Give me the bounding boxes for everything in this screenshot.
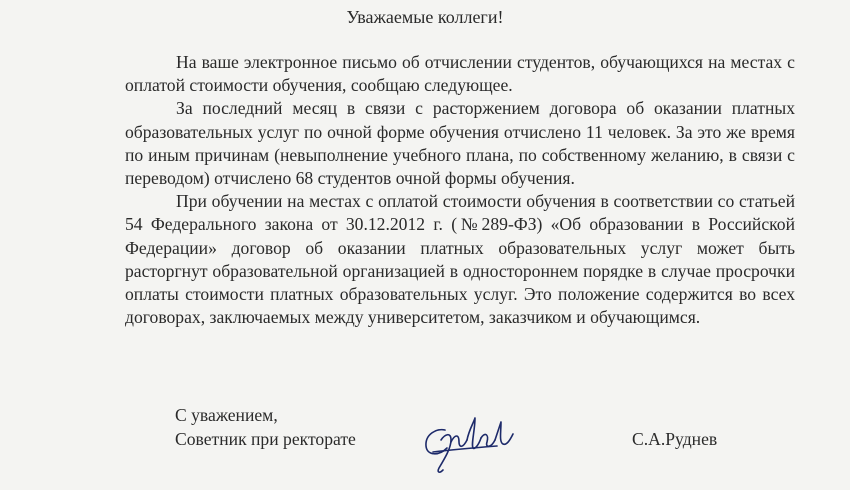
letter-closing <box>175 403 356 451</box>
signer-name: С.А.Руднев <box>632 429 718 449</box>
letter-salutation: Уважаемые коллеги! <box>346 7 504 27</box>
letter-paragraph-1: На ваше электронное письмо об отчислении студентов, обучающихся на местах с оплатой стоимости обучения, сообщаю следующее. <box>125 52 795 96</box>
letter-paragraph-3: При обучении на местах с оплатой стоимости обучения в соответствии со статьей 54 Федерального закона от 30.12.2012 г. (№289-ФЗ) «Об образовании в Российской Федерации» договор об оказании платных образовательных услуг может быть расторгнут образовательной организацией в одностороннем порядке в случае просрочки оплаты стоимости платных образовательных услуг. Это положение содержится во всех договорах, заключаемых между университетом, заказчиком и обучающимся. <box>125 191 795 328</box>
closing-regards: С уважением, <box>175 405 278 425</box>
signer-position: Советник при ректорате <box>175 429 356 449</box>
letter-body <box>125 51 795 329</box>
letter-paragraph-2: За последний месяц в связи с расторжением договора об оказании платных образовательных услуг по очной форме обучения отчислено 11 человек. За это же время по иным причинам (невыполнение учебного плана, по собственному желанию, в связи с переводом) отчислено 68 студентов очной формы обучения. <box>125 98 795 189</box>
handwritten-signature-icon <box>415 400 520 478</box>
